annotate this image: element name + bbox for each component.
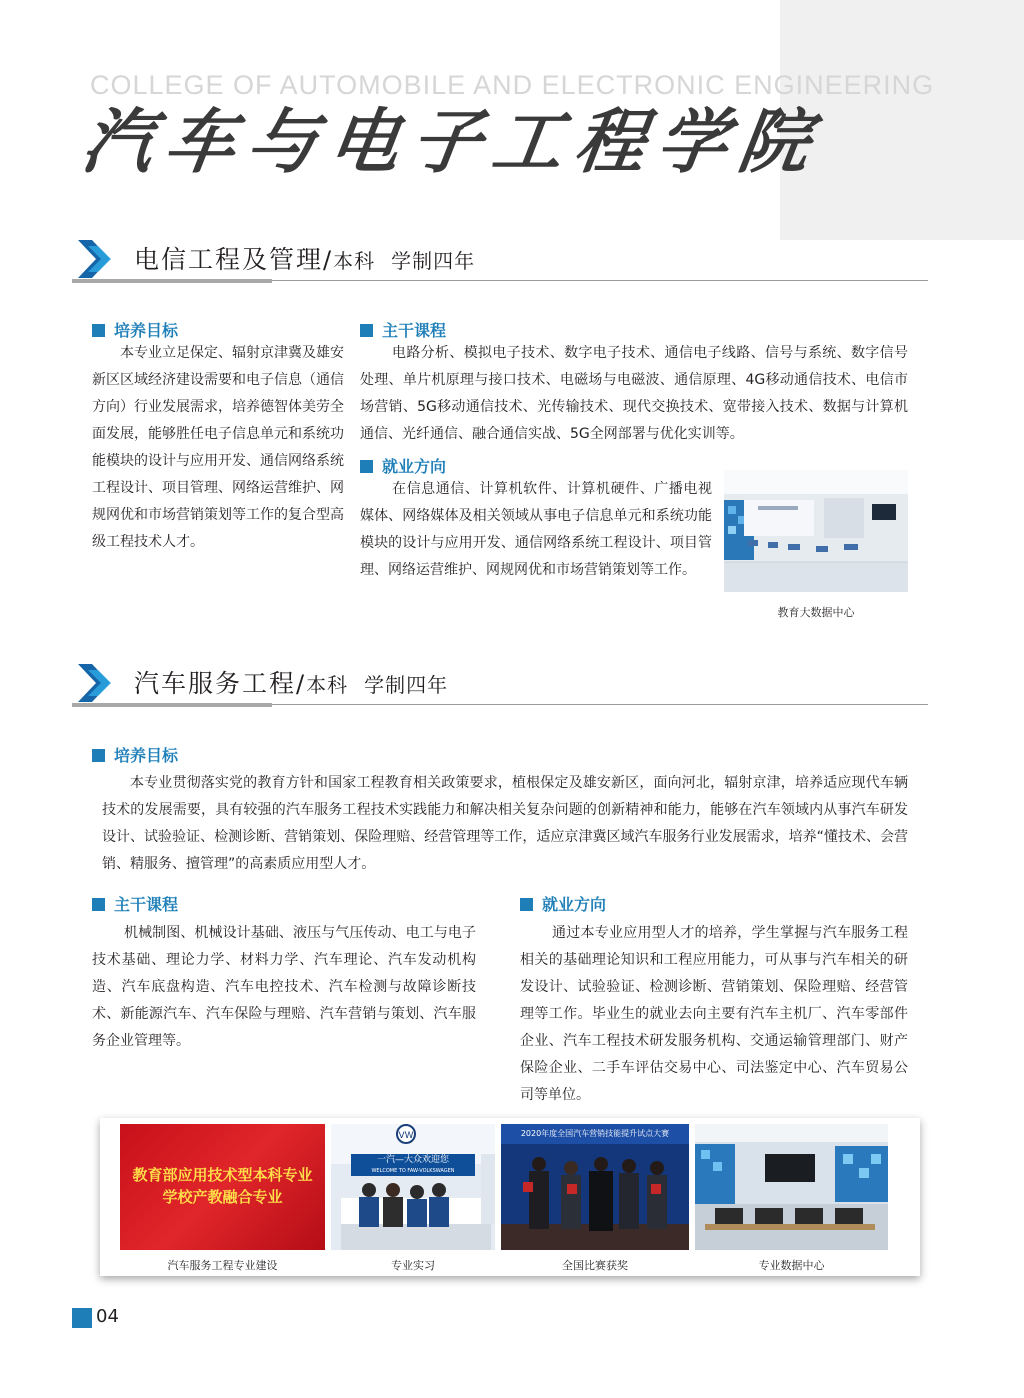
- program-banner-photo: [120, 1124, 325, 1250]
- section-rule-accent: [72, 279, 272, 283]
- welcome-sign: 一汽—大众欢迎您 WELCOME TO FAW-VOLKSWAGEN: [371, 1155, 455, 1174]
- section1-goal-text: 本专业立足保定、辐射京津冀及雄安新区区域经济建设需要和电子信息（通信方向）行业发展需求，培养德智体美劳全面发展，能够胜任电子信息单元和系统功能模块的设计与应用开发、通信网络系统工程设计、项目管理、网络运营维护、网规网优和市场营销策划等工作的复合型高级工程技术人才。: [92, 345, 344, 550]
- square-bullet-icon: [360, 460, 373, 473]
- section1-courses-text: 电路分析、模拟电子技术、数字电子技术、通信电子线路、信号与系统、数字信号处理、单片机原理与接口技术、电磁场与电磁波、通信原理、4G移动通信技术、电信市场营销、5G移动通信技术、光传输技术、现代交换技术、宽带接入技术、数据与计算机通信、光纤通信、融合通信实战、5G全网部署与优化实训等。: [360, 345, 908, 442]
- section1-title: 电信工程及管理: [134, 245, 324, 274]
- section1-courses-heading: 主干课程: [360, 318, 446, 341]
- section1-header: [72, 236, 928, 286]
- section2-duration: 学制四年: [364, 673, 449, 697]
- internship-photo: [331, 1124, 495, 1250]
- square-bullet-icon: [92, 749, 105, 762]
- section1-degree: 本科: [333, 249, 376, 273]
- gallery-caption: 专业数据中心: [758, 1259, 825, 1272]
- section1-goal-heading: 培养目标: [92, 318, 178, 341]
- chevron-icon: [78, 664, 114, 702]
- square-bullet-icon: [360, 324, 373, 337]
- professional-data-center-photo: [695, 1124, 888, 1250]
- page-number-marker: [72, 1308, 92, 1328]
- section2-header: [72, 660, 928, 710]
- section-rule-accent: [72, 703, 272, 707]
- college-english-name: COLLEGE OF AUTOMOBILE AND ELECTRONIC ENGINEERING: [90, 70, 935, 100]
- college-chinese-name: 汽车与电子工程学院: [77, 100, 828, 183]
- section2-title-line: [134, 664, 448, 700]
- section2-jobs-heading: 就业方向: [520, 892, 606, 915]
- section1-jobs-text: 在信息通信、计算机软件、计算机硬件、广播电视媒体、网络媒体及相关领域从事电子信息单元和系统功能模块的设计与应用开发、通信网络系统工程设计、项目管理、网络运营维护、网规网优和市场营销策划等工作。: [360, 481, 712, 578]
- award-photo: [501, 1124, 689, 1250]
- contest-banner: 2020年度全国汽车营销技能提升试点大赛: [520, 1129, 670, 1138]
- gallery-caption: 汽车服务工程专业建设: [167, 1259, 278, 1272]
- square-bullet-icon: [520, 898, 533, 911]
- photo-gallery: [100, 1118, 920, 1276]
- gallery-caption: 专业实习: [391, 1259, 435, 1272]
- section2-goal-text: 本专业贯彻落实党的教育方针和国家工程教育相关政策要求，植根保定及雄安新区，面向河北，辐射京津，培养适应现代车辆技术的发展需要，具有较强的汽车服务工程技术实践能力和解决相关复杂问题的创新精神和能力，能够在汽车领域内从事汽车研发设计、试验验证、检测诊断、营销策划、保险理赔、经营管理等工作，适应京津冀区域汽车服务行业发展需求，培养“懂技术、会营销、精服务、擅管理”的高素质应用型人才。: [102, 775, 908, 872]
- section1-duration: 学制四年: [391, 249, 476, 273]
- data-center-photo: [724, 470, 908, 592]
- chevron-icon: [78, 240, 114, 278]
- section2-goal-heading: 培养目标: [92, 743, 178, 766]
- square-bullet-icon: [92, 324, 105, 337]
- section2-degree: 本科: [306, 673, 349, 697]
- square-bullet-icon: [92, 898, 105, 911]
- section2-courses-text: 机械制图、机械设计基础、液压与气压传动、电工与电子技术基础、理论力学、材料力学、汽车理论、汽车发动机构造、汽车底盘构造、汽车电控技术、汽车检测与故障诊断技术、新能源汽车、汽车保险与理赔、汽车营销与策划、汽车服务企业管理等。: [92, 925, 476, 1049]
- page-number: 04: [96, 1306, 119, 1327]
- data-center-caption: 教育大数据中心: [777, 606, 855, 619]
- svg-text:VW: VW: [398, 1131, 414, 1141]
- banner-text: 教育部应用技术型本科专业 学校产教融合专业: [132, 1166, 313, 1206]
- section1-title-line: [134, 240, 475, 276]
- gallery-caption: 全国比赛获奖: [562, 1259, 628, 1272]
- section2-courses-heading: 主干课程: [92, 892, 178, 915]
- section2-jobs-text: 通过本专业应用型人才的培养，学生掌握与汽车服务工程相关的基础理论知识和工程应用能力，可从事与汽车相关的研发设计、试验验证、检测诊断、营销策划、保险理赔、经营管理等工作。毕业生的就业去向主要有汽车主机厂、汽车零部件企业、汽车工程技术研发服务机构、交通运输管理部门、财产保险企业、二手车评估交易中心、司法鉴定中心、汽车贸易公司等单位。: [520, 925, 908, 1103]
- title-slash: /: [323, 246, 334, 274]
- section1-jobs-heading: 就业方向: [360, 454, 446, 477]
- section2-title: 汽车服务工程: [134, 669, 297, 698]
- title-slash: /: [296, 670, 307, 698]
